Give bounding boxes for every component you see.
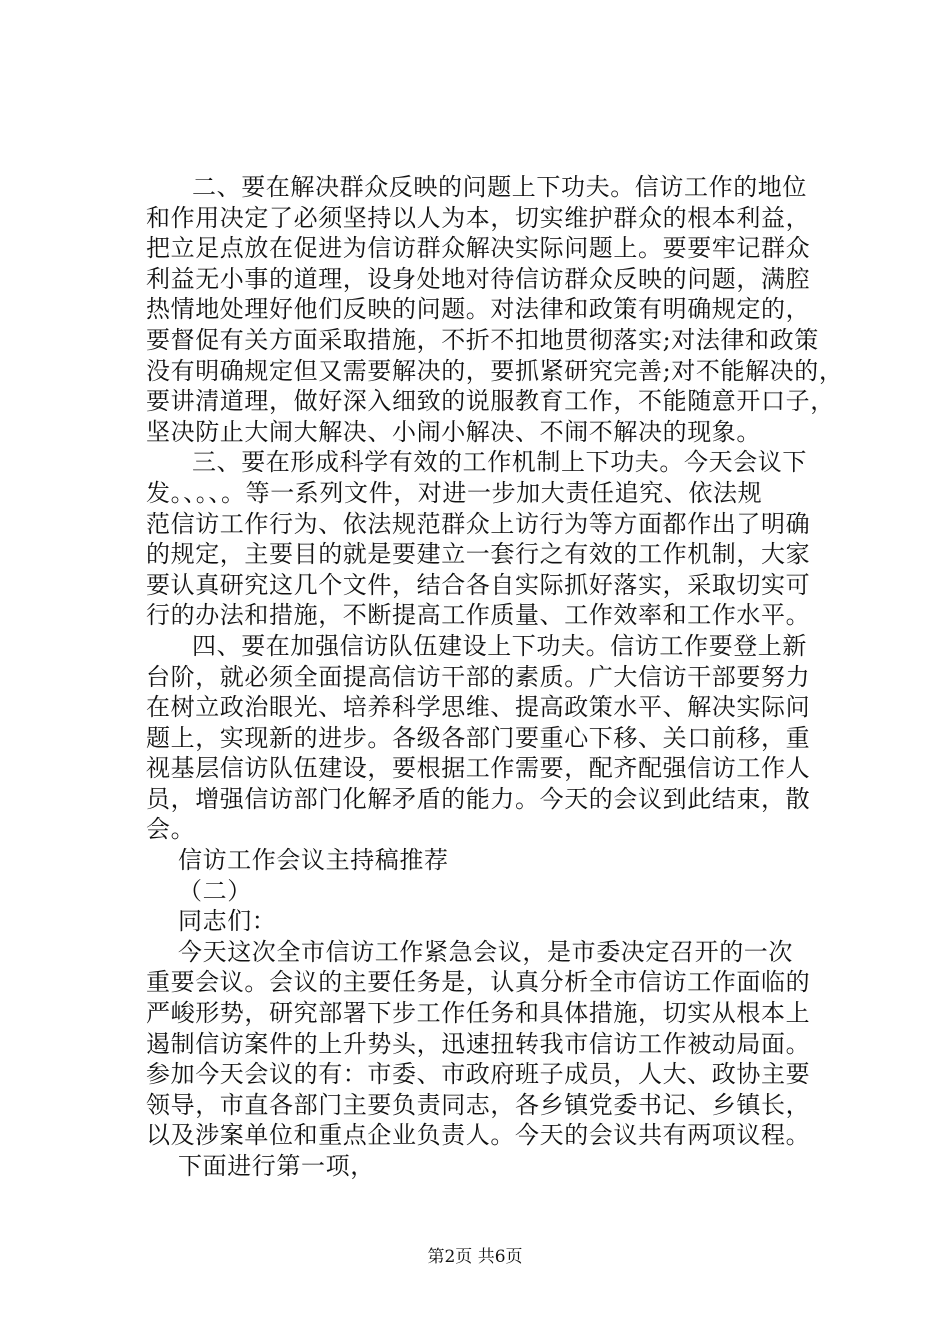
document-body (146, 172, 846, 1182)
paragraph-line: 会。 (146, 815, 196, 844)
paragraph-line: 在树立政治眼光、培养科学思维、提高政策水平、解决实际问 (146, 693, 811, 722)
paragraph-line: 员，增强信访部门化解矛盾的能力。今天的会议到此结束，散 (146, 784, 811, 813)
paragraph-line: 坚决防止大闹大解决、小闹小解决、不闹不解决的现象。 (146, 417, 761, 446)
paragraph-line: 要认真研究这几个文件，结合各自实际抓好落实，采取切实可 (146, 570, 811, 599)
paragraph-line: 没有明确规定但又需要解决的，要抓紧研究完善;对不能解决的， (146, 356, 844, 385)
paragraph-line: 今天这次全市信访工作紧急会议，是市委决定召开的一次 (178, 937, 793, 966)
paragraph-line: 要督促有关方面采取措施，不折不扣地贯彻落实;对法律和政策 (146, 325, 819, 354)
paragraph-line: 行的办法和措施，不断提高工作质量、工作效率和工作水平。 (146, 601, 811, 630)
paragraph-line: 领导，市直各部门主要负责同志，各乡镇党委书记、乡镇长， (146, 1090, 811, 1119)
paragraph-line: 遏制信访案件的上升势头，迅速扭转我市信访工作被动局面。 (146, 1029, 811, 1058)
page-number: 第2页 共6页 (427, 1247, 523, 1267)
paragraph-line: 把立足点放在促进为信访群众解决实际问题上。要要牢记群众 (146, 234, 811, 263)
paragraph-line: 三、要在形成科学有效的工作机制上下功夫。今天会议下 (192, 448, 807, 477)
paragraph-line: 参加今天会议的有：市委、市政府班子成员，人大、政协主要 (146, 1060, 811, 1089)
paragraph-line: 台阶，就必须全面提高信访干部的素质。广大信访干部要努力 (146, 662, 811, 691)
paragraph-line: 的规定，主要目的就是要建立一套行之有效的工作机制，大家 (146, 540, 811, 569)
paragraph-line: 以及涉案单位和重点企业负责人。今天的会议共有两项议程。 (146, 1121, 811, 1150)
paragraph-line: 视基层信访队伍建设，要根据工作需要，配齐配强信访工作人 (146, 754, 811, 783)
paragraph-line: 和作用决定了必须坚持以人为本，切实维护群众的根本利益， (146, 203, 811, 232)
paragraph-line: 要讲清道理，做好深入细致的说服教育工作，不能随意开口子， (146, 387, 835, 416)
paragraph-line: 二、要在解决群众反映的问题上下功夫。信访工作的地位 (192, 173, 807, 201)
paragraph-line: 重要会议。会议的主要任务是，认真分析全市信访工作面临的 (146, 968, 811, 997)
paragraph-line: 四、要在加强信访队伍建设上下功夫。信访工作要登上新 (192, 631, 807, 660)
paragraph-line: 严峻形势，研究部署下步工作任务和具体措施，切实从根本上 (146, 999, 811, 1028)
section-title: 信访工作会议主持稿推荐 (178, 846, 449, 875)
paragraph-line: 利益无小事的道理，设身处地对待信访群众反映的问题，满腔 (146, 264, 811, 293)
paragraph-line: 范信访工作行为、依法规范群众上访行为等方面都作出了明确 (146, 509, 811, 538)
salutation: 同志们： (178, 907, 277, 936)
section-number: （二） (178, 876, 252, 905)
paragraph-line: 热情地处理好他们反映的问题。对法律和政策有明确规定的， (146, 295, 811, 324)
paragraph-line: 发。、。、。等一系列文件，对进一步加大责任追究、依法规 (146, 478, 763, 507)
paragraph-line: 题上，实现新的进步。各级各部门要重心下移、关口前移，重 (146, 723, 811, 752)
paragraph-line: 下面进行第一项， (178, 1152, 375, 1180)
